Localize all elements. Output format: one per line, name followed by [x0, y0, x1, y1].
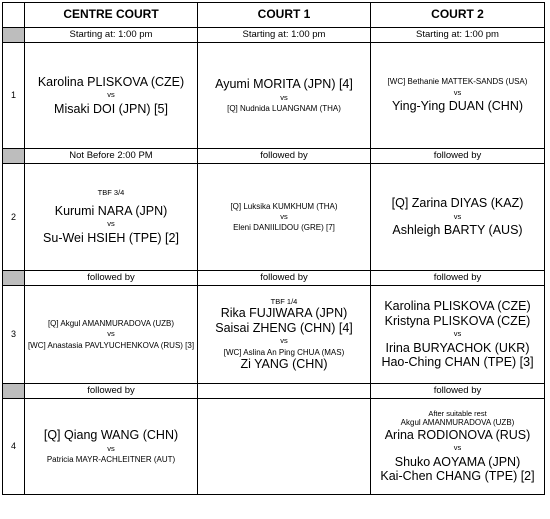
match-note: TBF 1/4 [270, 296, 298, 306]
player-name: [Q] Zarina DIYAS (KAZ) [391, 196, 524, 211]
court-header-court1: COURT 1 [198, 3, 371, 28]
match-cell-centre [25, 399, 198, 495]
row-number: 2 [3, 164, 25, 271]
player-name: Arina RODIONOVA (RUS) [384, 427, 531, 442]
row-marker [3, 28, 25, 43]
player-name: Kristyna PLISKOVA (CZE) [384, 313, 531, 328]
match-note: After suitable rest [428, 408, 487, 418]
start-note-centre: Not Before 2:00 PM [25, 149, 198, 164]
player-name: [WC] Bethanie MATTEK-SANDS (USA) [387, 77, 528, 87]
player-name: Su-Wei HSIEH (TPE) [2] [43, 230, 179, 245]
versus-label: vs [280, 211, 288, 221]
player-name: Kurumi NARA (JPN) [54, 203, 168, 218]
versus-label: vs [280, 336, 288, 346]
versus-label: vs [453, 87, 462, 97]
match-row [3, 286, 545, 384]
match-row [3, 164, 545, 271]
versus-label: vs [107, 443, 115, 453]
match-cell-court1 [198, 43, 371, 149]
match-note: TBF 3/4 [97, 188, 125, 197]
start-note-court2: followed by [371, 384, 545, 399]
start-note-court1 [198, 384, 371, 399]
match-cell-court1 [198, 164, 371, 271]
start-time-row [3, 28, 545, 43]
versus-label: vs [453, 442, 462, 452]
match-cell-court1 [198, 399, 371, 495]
player-name: Misaki DOI (JPN) [5] [54, 101, 168, 116]
match-cell-court2 [371, 164, 545, 271]
court-header-court2: COURT 2 [371, 3, 545, 28]
player-name: [Q] Nudnida LUANGNAM (THA) [227, 104, 341, 114]
player-name: Patricia MAYR-ACHLEITNER (AUT) [46, 455, 176, 465]
player-name: [WC] Anastasia PAVLYUCHENKOVA (RUS) [3] [27, 340, 195, 350]
schedule-body [3, 3, 545, 495]
player-name: Karolina PLISKOVA (CZE) [384, 299, 531, 314]
match-row [3, 399, 545, 495]
row-number: 3 [3, 286, 25, 384]
player-name: [WC] Aslina An Ping CHUA (MAS) [223, 347, 345, 357]
player-name: Rika FUJIWARA (JPN) [220, 306, 348, 321]
match-cell-court2 [371, 286, 545, 384]
versus-label: vs [107, 329, 115, 339]
match-cell-court1 [198, 286, 371, 384]
player-name: Irina BURYACHOK (UKR) [385, 340, 530, 355]
start-note-centre: followed by [25, 271, 198, 286]
player-name: Ayumi MORITA (JPN) [4] [215, 77, 353, 92]
player-name: Kai-Chen CHANG (TPE) [2] [380, 468, 535, 483]
row-number: 1 [3, 43, 25, 149]
order-of-play-table [2, 2, 545, 495]
player-name: Akgul AMANMURADOVA (UZB) [400, 418, 515, 428]
start-note-court1: followed by [198, 149, 371, 164]
player-name: Zi YANG (CHN) [240, 356, 328, 371]
player-name: Eleni DANIILIDOU (GRE) [7] [233, 223, 335, 233]
versus-label: vs [107, 90, 115, 100]
player-name: [Q] Qiang WANG (CHN) [43, 428, 179, 443]
row-marker [3, 384, 25, 399]
player-name: Ying-Ying DUAN (CHN) [391, 99, 524, 114]
match-cell-centre [25, 43, 198, 149]
row-marker [3, 149, 25, 164]
match-cell-court2 [371, 43, 545, 149]
start-note-centre: followed by [25, 384, 198, 399]
player-name: Karolina PLISKOVA (CZE) [37, 74, 185, 89]
row-number: 4 [3, 399, 25, 495]
start-note-court1: Starting at: 1:00 pm [198, 28, 371, 43]
row-marker [3, 271, 25, 286]
start-note-court2: Starting at: 1:00 pm [371, 28, 545, 43]
match-cell-centre [25, 164, 198, 271]
start-note-centre: Starting at: 1:00 pm [25, 28, 198, 43]
player-name: [Q] Akgul AMANMURADOVA (UZB) [47, 319, 175, 328]
match-cell-centre [25, 286, 198, 384]
start-note-court2: followed by [371, 271, 545, 286]
start-note-court2: followed by [371, 149, 545, 164]
court-header-row [3, 3, 545, 28]
versus-label: vs [107, 219, 115, 228]
player-name: [Q] Luksika KUMKHUM (THA) [230, 201, 338, 211]
player-name: Ashleigh BARTY (AUS) [392, 223, 523, 238]
court-header-centre: CENTRE COURT [25, 3, 198, 28]
start-time-row [3, 384, 545, 399]
player-name: Hao-Ching CHAN (TPE) [3] [381, 355, 534, 370]
player-name: Shuko AOYAMA (JPN) [394, 454, 521, 469]
match-cell-court2 [371, 399, 545, 495]
versus-label: vs [453, 211, 462, 221]
start-note-court1: followed by [198, 271, 371, 286]
start-time-row [3, 149, 545, 164]
match-row [3, 43, 545, 149]
start-time-row [3, 271, 545, 286]
player-name: Saisai ZHENG (CHN) [4] [215, 320, 353, 335]
versus-label: vs [280, 92, 288, 102]
versus-label: vs [453, 329, 462, 339]
corner-cell [3, 3, 25, 28]
